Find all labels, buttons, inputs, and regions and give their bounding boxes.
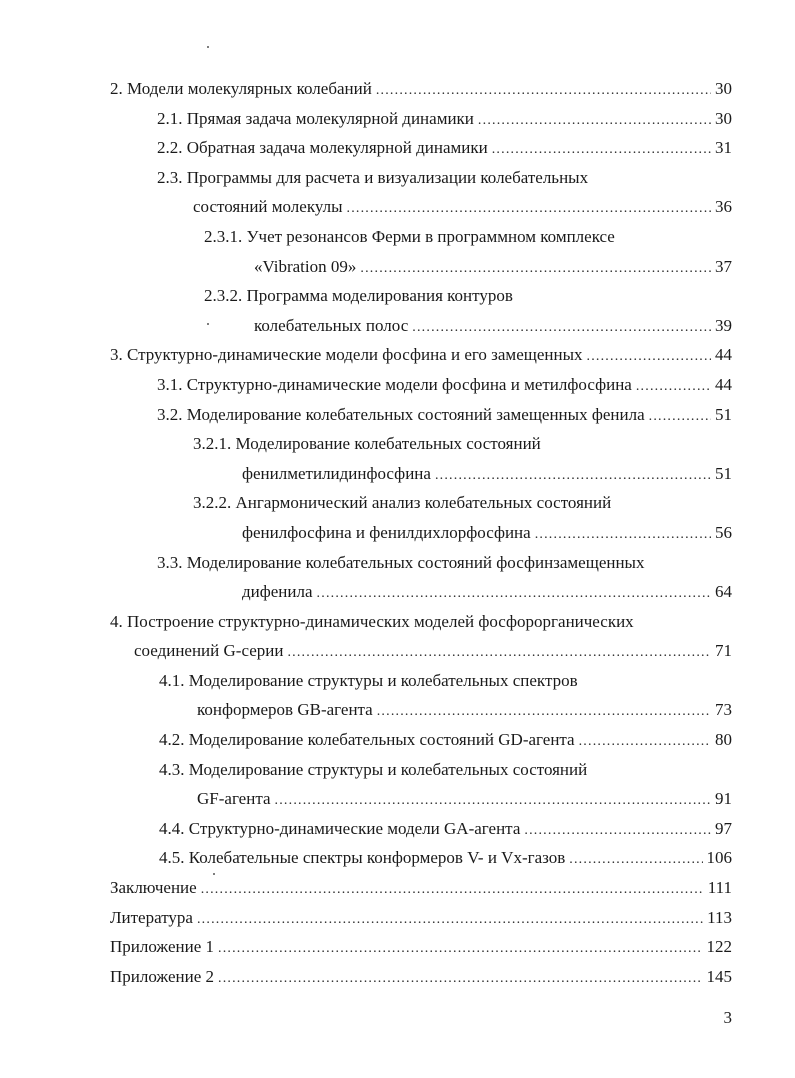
toc-entry-page: 73 bbox=[715, 700, 732, 720]
toc-entry-title: 4.2. Моделирование колебательных состояний GD-агента bbox=[159, 730, 575, 750]
toc-entry-title: 2.3. Программы для расчета и визуализации колебательных bbox=[157, 167, 589, 187]
toc-entry-title: дифенила bbox=[242, 582, 313, 602]
dot-leader bbox=[360, 254, 711, 284]
toc-entry bbox=[0, 784, 795, 814]
toc-entry bbox=[0, 133, 795, 163]
toc-entry-page: 56 bbox=[715, 522, 732, 542]
toc-entry-title: фенилфосфина и фенилдихлорфосфина bbox=[242, 522, 531, 542]
toc-entry-page: 44 bbox=[715, 345, 732, 365]
toc-entry bbox=[0, 577, 795, 607]
scan-speck bbox=[207, 46, 209, 48]
toc-entry bbox=[0, 252, 795, 282]
toc-entry-title: 4.3. Моделирование структуры и колебательных состояний bbox=[159, 759, 588, 779]
toc-entry-title: Заключение bbox=[110, 878, 197, 898]
toc-entry bbox=[0, 370, 795, 400]
toc-entry bbox=[0, 192, 795, 222]
toc-entry-page: 51 bbox=[715, 404, 732, 424]
toc-entry-title: 2.3.2. Программа моделирования контуров bbox=[204, 286, 513, 306]
toc-entry-title: состояний молекулы bbox=[193, 197, 343, 217]
toc-entry bbox=[0, 104, 795, 134]
toc-entry-title: соединений G-серии bbox=[134, 641, 284, 661]
toc-entry-title: 3. Структурно-динамические модели фосфина и его замещенных bbox=[110, 345, 583, 365]
toc-entry-page: 37 bbox=[715, 256, 732, 276]
dot-leader bbox=[412, 313, 711, 343]
toc-entry-page: 71 bbox=[715, 641, 732, 661]
toc-entry-title: GF-агента bbox=[197, 789, 271, 809]
toc-entry-title: Приложение 2 bbox=[110, 966, 214, 986]
page-number: 3 bbox=[723, 1008, 732, 1027]
toc-entry bbox=[0, 725, 795, 755]
toc-entry-title: 2.2. Обратная задача молекулярной динамики bbox=[157, 138, 488, 158]
toc-entry-page: 51 bbox=[715, 463, 732, 483]
dot-leader bbox=[376, 76, 711, 106]
toc-entry-page: 36 bbox=[715, 197, 732, 217]
dot-leader bbox=[535, 520, 711, 550]
toc-entry bbox=[0, 281, 795, 311]
dot-leader bbox=[587, 342, 712, 372]
dot-leader bbox=[218, 964, 703, 994]
toc-entry-title: 4.5. Колебательные спектры конформеров V- и Vx-газов bbox=[159, 848, 566, 868]
toc-entry-title: 3.2.2. Ангармонический анализ колебательных состояний bbox=[193, 493, 612, 513]
toc-entry-title: 4.4. Структурно-динамические модели GA-агента bbox=[159, 818, 521, 838]
toc-entry bbox=[0, 843, 795, 873]
toc-entry-title: 2.3.1. Учет резонансов Ферми в программном комплексе bbox=[204, 226, 615, 246]
toc-entry bbox=[0, 607, 795, 637]
toc-entry-title: 3.2.1. Моделирование колебательных состояний bbox=[193, 434, 541, 454]
toc-entry-page: 106 bbox=[706, 848, 732, 868]
dot-leader bbox=[636, 372, 711, 402]
toc-entry-title: 2. Модели молекулярных колебаний bbox=[110, 79, 372, 98]
dot-leader bbox=[649, 402, 711, 432]
dot-leader bbox=[569, 845, 702, 875]
dot-leader bbox=[377, 697, 711, 727]
toc-entry bbox=[0, 311, 795, 341]
toc-entry bbox=[0, 74, 795, 104]
toc-entry bbox=[0, 340, 795, 370]
toc-entry-page: 44 bbox=[715, 374, 732, 394]
toc-entry bbox=[0, 636, 795, 666]
toc-entry bbox=[0, 429, 795, 459]
toc-entry bbox=[0, 548, 795, 578]
toc-entry-title: 2.1. Прямая задача молекулярной динамики bbox=[157, 108, 474, 128]
dot-leader bbox=[275, 786, 711, 816]
toc-entry bbox=[0, 932, 795, 962]
dot-leader bbox=[287, 638, 711, 668]
toc-entry-title: Приложение 1 bbox=[110, 937, 214, 957]
toc-entry-title: 3.2. Моделирование колебательных состояний замещенных фенила bbox=[157, 404, 645, 424]
toc-entry bbox=[0, 666, 795, 696]
toc-entry bbox=[0, 163, 795, 193]
toc-entry-title: фенилметилидинфосфина bbox=[242, 463, 431, 483]
toc-entry-page: 30 bbox=[715, 108, 732, 128]
dot-leader bbox=[317, 579, 711, 609]
toc-entry-page: 64 bbox=[715, 582, 732, 602]
toc-entry-page: 111 bbox=[707, 878, 732, 898]
toc-entry-page: 91 bbox=[715, 789, 732, 809]
toc-entry-title: 4. Построение структурно-динамических моделей фосфорорганических bbox=[110, 611, 634, 631]
toc-entry bbox=[0, 814, 795, 844]
toc-entry-title: 3.3. Моделирование колебательных состояний фосфинзамещенных bbox=[157, 552, 645, 572]
dot-leader bbox=[435, 461, 711, 491]
toc-entry-page: 39 bbox=[715, 315, 732, 335]
toc-entry-page: 30 bbox=[715, 79, 732, 98]
toc-entry bbox=[0, 755, 795, 785]
toc-entry-page: 122 bbox=[706, 937, 732, 957]
dot-leader bbox=[478, 106, 711, 136]
table-of-contents bbox=[0, 74, 795, 991]
dot-leader bbox=[524, 816, 711, 846]
toc-entry-page: 80 bbox=[715, 730, 732, 750]
dot-leader bbox=[218, 934, 703, 964]
toc-entry bbox=[0, 903, 795, 933]
toc-entry-title: колебательных полос bbox=[254, 315, 409, 335]
toc-entry-page: 113 bbox=[707, 907, 732, 927]
dot-leader bbox=[347, 194, 712, 224]
dot-leader bbox=[492, 135, 711, 165]
toc-entry-title: конформеров GB-агента bbox=[197, 700, 373, 720]
toc-entry-page: 145 bbox=[706, 966, 732, 986]
toc-entry-title: 3.1. Структурно-динамические модели фосфина и метилфосфина bbox=[157, 374, 632, 394]
toc-entry bbox=[0, 962, 795, 992]
toc-entry bbox=[0, 873, 795, 903]
toc-entry-page: 97 bbox=[715, 818, 732, 838]
toc-entry-title: Литература bbox=[110, 907, 193, 927]
toc-entry-title: «Vibration 09» bbox=[254, 256, 357, 276]
toc-entry bbox=[0, 400, 795, 430]
dot-leader bbox=[197, 905, 703, 935]
toc-entry-title: 4.1. Моделирование структуры и колебательных спектров bbox=[159, 670, 578, 690]
toc-entry bbox=[0, 222, 795, 252]
dot-leader bbox=[201, 875, 704, 905]
toc-entry bbox=[0, 459, 795, 489]
toc-entry-page: 31 bbox=[715, 138, 732, 158]
toc-entry bbox=[0, 695, 795, 725]
toc-entry bbox=[0, 488, 795, 518]
toc-entry bbox=[0, 518, 795, 548]
dot-leader bbox=[579, 727, 711, 757]
